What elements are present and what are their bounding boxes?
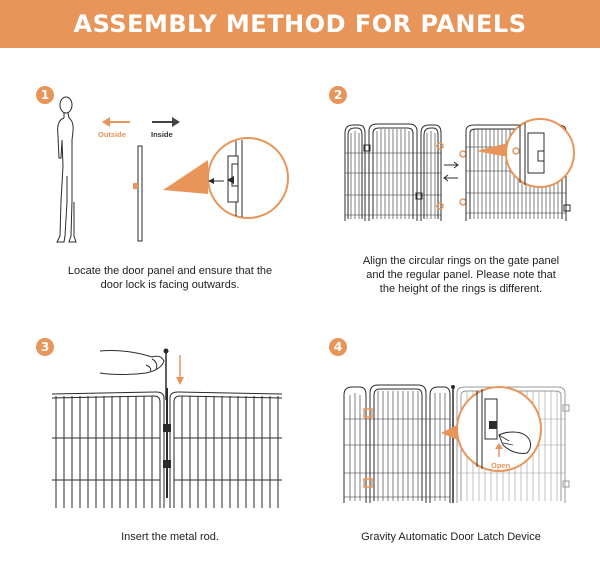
door-panel-side-view bbox=[128, 136, 318, 246]
step-1-caption bbox=[40, 264, 300, 292]
step-1-caption-line: Locate the door panel and ensure that the bbox=[67, 265, 273, 277]
gate-panel-illustration bbox=[343, 123, 443, 223]
page-title: ASSEMBLY METHOD FOR PANELS bbox=[73, 10, 527, 38]
arrow-left-icon bbox=[102, 117, 132, 127]
step-3-caption-line: Insert the metal rod. bbox=[121, 531, 219, 543]
step-2-number: 2 bbox=[329, 86, 347, 104]
step-1-number: 1 bbox=[36, 86, 54, 104]
joined-panels-illustration bbox=[52, 388, 282, 508]
regular-panel-illustration bbox=[464, 123, 574, 223]
step-3-caption bbox=[40, 530, 300, 544]
align-arrows bbox=[436, 138, 466, 238]
person-figure bbox=[52, 96, 82, 256]
step-1-caption-line: door lock is facing outwards. bbox=[100, 279, 240, 291]
title-banner bbox=[0, 0, 600, 48]
inside-label: Inside bbox=[151, 130, 173, 139]
open-label: Open bbox=[491, 461, 511, 470]
arrow-right-icon bbox=[150, 117, 180, 127]
step-2-caption-line: the height of the rings is different. bbox=[379, 283, 543, 295]
light-panel-illustration bbox=[455, 385, 570, 505]
step-4-caption bbox=[336, 530, 566, 544]
outside-label: Outside bbox=[98, 130, 126, 139]
step-4-number: 4 bbox=[329, 338, 347, 356]
gate-panel-illustration bbox=[342, 385, 452, 505]
step-2-caption bbox=[336, 254, 586, 296]
step-4-caption-line: Gravity Automatic Door Latch Device bbox=[361, 531, 541, 543]
step-2-caption-line: Align the circular rings on the gate panel bbox=[362, 255, 560, 267]
step-3-number: 3 bbox=[36, 338, 54, 356]
step-2-caption-line: and the regular panel. Please note that bbox=[366, 269, 556, 281]
